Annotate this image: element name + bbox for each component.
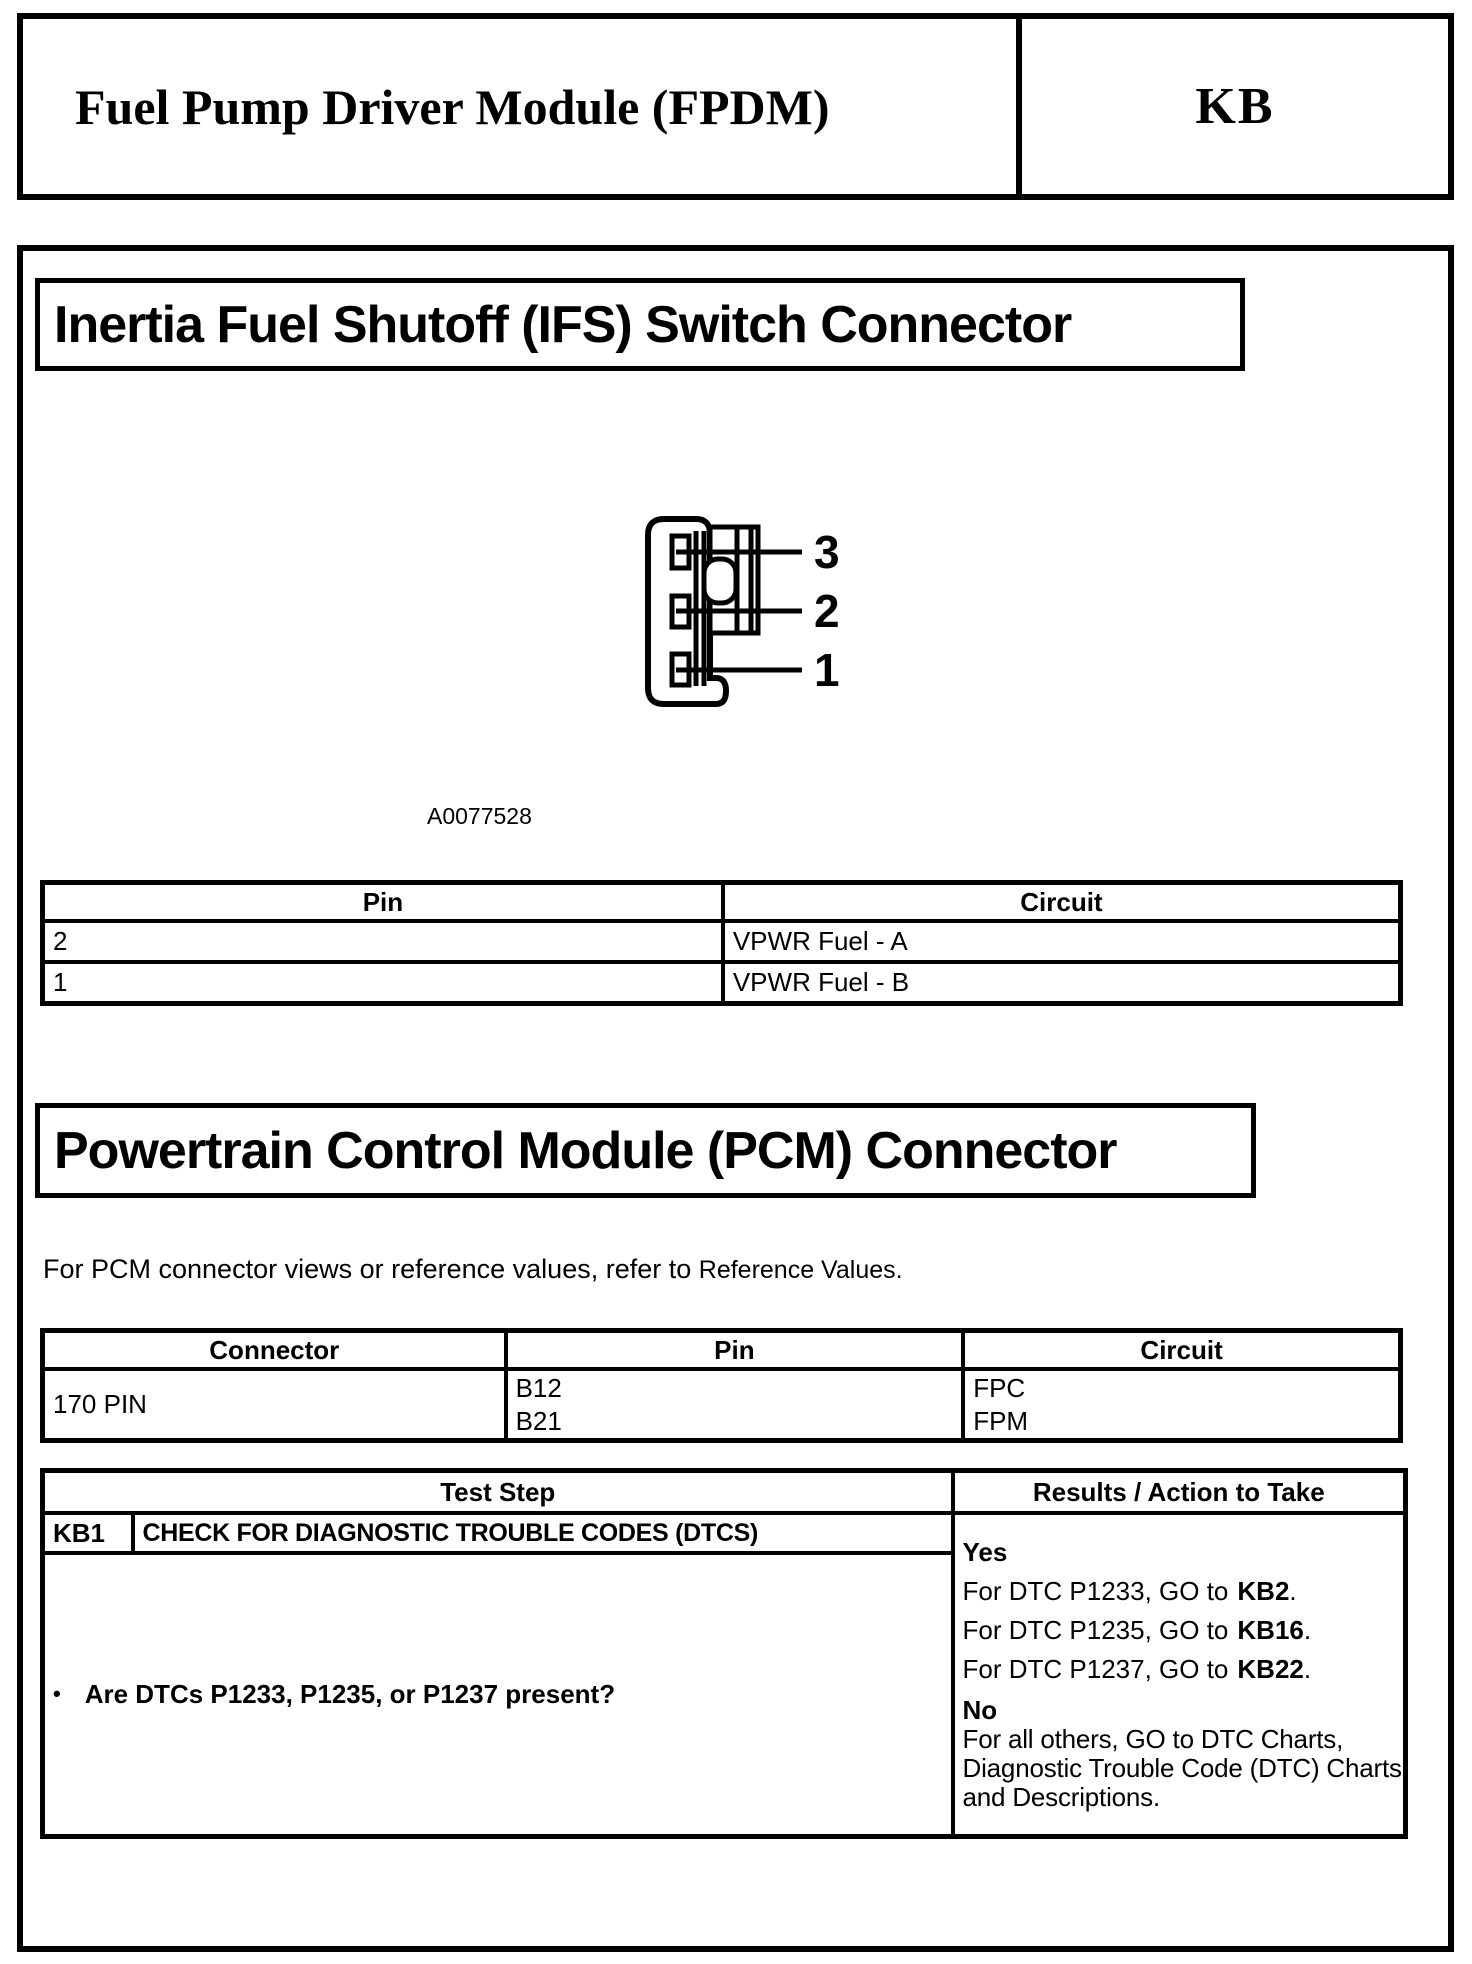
col-header-circuit: Circuit (963, 1331, 1400, 1370)
pin-line: B21 (515, 1405, 562, 1436)
results-line-punct: . (1289, 1576, 1297, 1606)
pin-label-1: 1 (814, 644, 840, 696)
results-line (963, 1576, 1404, 1606)
pin-cell: 1 (43, 962, 723, 1004)
goto-target: KB22 (1237, 1654, 1304, 1684)
test-table-header-row (43, 1471, 1406, 1514)
test-step-title-row (43, 1513, 1406, 1553)
reference-values-link: Reference Values. (698, 1256, 903, 1284)
question-cell (43, 1553, 953, 1837)
results-line-text: For DTC P1237, GO to (962, 1654, 1229, 1684)
ifs-pin-table (40, 880, 1403, 1006)
page-header-title-cell (23, 19, 1016, 194)
circuit-cell (963, 1369, 1400, 1441)
results-line-punct: . (1303, 1615, 1312, 1645)
col-header-pin: Pin (506, 1331, 964, 1370)
test-step-table (40, 1468, 1408, 1839)
pin-cell: 2 (43, 921, 723, 962)
results-line (963, 1654, 1404, 1684)
table-row (43, 921, 1401, 962)
col-header-circuit: Circuit (723, 883, 1401, 922)
ifs-section-heading (35, 278, 1245, 371)
circuit-cell: VPWR Fuel - A (723, 921, 1401, 962)
ifs-pin-table-header-row (43, 883, 1401, 922)
pin-cell (506, 1369, 964, 1441)
col-header-results: Results / Action to Take (953, 1471, 1406, 1514)
col-header-pin: Pin (43, 883, 723, 922)
pin-line: B12 (515, 1372, 562, 1403)
circuit-cell: VPWR Fuel - B (723, 962, 1401, 1004)
results-line-text: For DTC P1233, GO to (962, 1576, 1229, 1606)
table-row (43, 1369, 1401, 1441)
section-code: KB (1195, 78, 1275, 135)
page-title: Fuel Pump Driver Module (FPDM) (75, 78, 830, 135)
results-line (963, 1615, 1404, 1645)
page-header (17, 13, 1454, 200)
results-no-text: For all others, GO to DTC Charts, Diagnostic Trouble Code (DTC) Charts and Descriptions. (962, 1724, 1402, 1812)
pcm-note-text: For PCM connector views or reference values, refer to (43, 1254, 699, 1284)
goto-target: KB2 (1237, 1576, 1290, 1606)
connector-cell: 170 PIN (43, 1369, 506, 1441)
pin-label-3: 3 (814, 526, 840, 578)
pcm-heading-text: Powertrain Control Module (PCM) Connector (54, 1121, 1117, 1180)
ifs-heading-text: Inertia Fuel Shutoff (IFS) Switch Connector (54, 295, 1072, 354)
results-line-text: For DTC P1235, GO to (962, 1615, 1229, 1645)
table-row (43, 962, 1401, 1004)
pcm-connector-table (40, 1328, 1403, 1443)
pcm-section-heading (35, 1103, 1256, 1198)
col-header-connector: Connector (43, 1331, 506, 1370)
pin-label-2: 2 (814, 585, 840, 637)
circuit-line: FPC (973, 1372, 1026, 1403)
circuit-line: FPM (973, 1405, 1029, 1436)
pcm-note (43, 1254, 903, 1285)
step-id: KB1 (43, 1513, 133, 1553)
figure-code: A0077528 (427, 803, 532, 829)
bullet-icon: • (53, 1681, 61, 1706)
goto-target: KB16 (1237, 1615, 1304, 1645)
results-no-label: No (962, 1695, 998, 1725)
ifs-connector-diagram (620, 506, 880, 721)
question-text: Are DTCs P1233, P1235, or P1237 present? (84, 1679, 616, 1709)
pcm-table-header-row (43, 1331, 1401, 1370)
col-header-test-step: Test Step (43, 1471, 953, 1514)
page-header-code-cell (1016, 19, 1448, 194)
results-cell (953, 1513, 1406, 1837)
step-title: CHECK FOR DIAGNOSTIC TROUBLE CODES (DTCS) (133, 1513, 953, 1553)
results-line-punct: . (1303, 1654, 1312, 1684)
results-yes-label: Yes (962, 1537, 1008, 1567)
connector-drawing-icon (620, 506, 880, 721)
